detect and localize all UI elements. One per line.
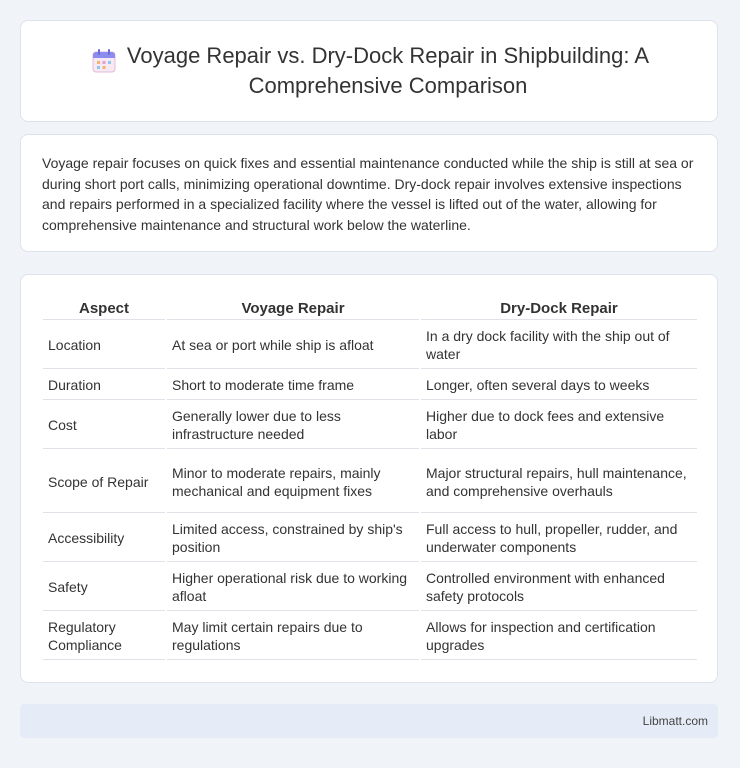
row-voyage: At sea or port while ship is afloat: [167, 322, 419, 369]
title-line-2: Comprehensive Comparison: [248, 73, 528, 98]
table-row: [43, 402, 697, 449]
table-row: [43, 613, 697, 660]
row-voyage: May limit certain repairs due to regulations: [167, 613, 419, 660]
row-voyage: Short to moderate time frame: [167, 371, 419, 400]
title-line-1: Voyage Repair vs. Dry-Dock Repair in Shipbuilding: A: [126, 43, 650, 68]
title-card: [20, 20, 718, 122]
row-aspect: Accessibility: [43, 515, 165, 562]
row-drydock: Full access to hull, propeller, rudder, and underwater components: [421, 515, 697, 562]
page-title: [127, 41, 649, 101]
row-drydock: Controlled environment with enhanced safety protocols: [421, 564, 697, 611]
comparison-table: [41, 291, 699, 662]
header-dry-dock-repair: Dry-Dock Repair: [421, 293, 697, 320]
row-voyage: Limited access, constrained by ship's position: [167, 515, 419, 562]
row-aspect: Location: [43, 322, 165, 369]
table-row: [43, 515, 697, 562]
table-row: [43, 322, 697, 369]
comparison-table-card: [20, 274, 718, 683]
row-aspect: Cost: [43, 402, 165, 449]
row-drydock: Higher due to dock fees and extensive labor: [421, 402, 697, 449]
footer: [20, 704, 718, 738]
row-drydock: Allows for inspection and certification upgrades: [421, 613, 697, 660]
header-aspect: Aspect: [43, 293, 165, 320]
row-aspect: Safety: [43, 564, 165, 611]
table-row: [43, 564, 697, 611]
row-aspect: Regulatory Compliance: [43, 613, 165, 660]
footer-brand: Libmatt.com: [642, 714, 708, 728]
row-voyage: Minor to moderate repairs, mainly mechanical and equipment fixes: [167, 451, 419, 513]
table-header-row: [43, 293, 697, 320]
row-voyage: Generally lower due to less infrastructure needed: [167, 402, 419, 449]
row-aspect: Scope of Repair: [43, 451, 165, 513]
table-row: [43, 371, 697, 400]
intro-card: [20, 134, 718, 252]
calendar-icon: [89, 46, 119, 76]
row-voyage: Higher operational risk due to working afloat: [167, 564, 419, 611]
header-voyage-repair: Voyage Repair: [167, 293, 419, 320]
row-drydock: Major structural repairs, hull maintenance, and comprehensive overhauls: [421, 451, 697, 513]
row-aspect: Duration: [43, 371, 165, 400]
table-row: [43, 451, 697, 513]
row-drydock: In a dry dock facility with the ship out of water: [421, 322, 697, 369]
intro-paragraph: Voyage repair focuses on quick fixes and essential maintenance conducted while the ship is still at sea or during short port calls, minimizing operational downtime. Dry-dock repair involves extensive inspections and repairs performed in a specialized facility where the vessel is lifted out of the water, allowing for comprehensive maintenance and structural work below the waterline.: [42, 155, 694, 233]
row-drydock: Longer, often several days to weeks: [421, 371, 697, 400]
